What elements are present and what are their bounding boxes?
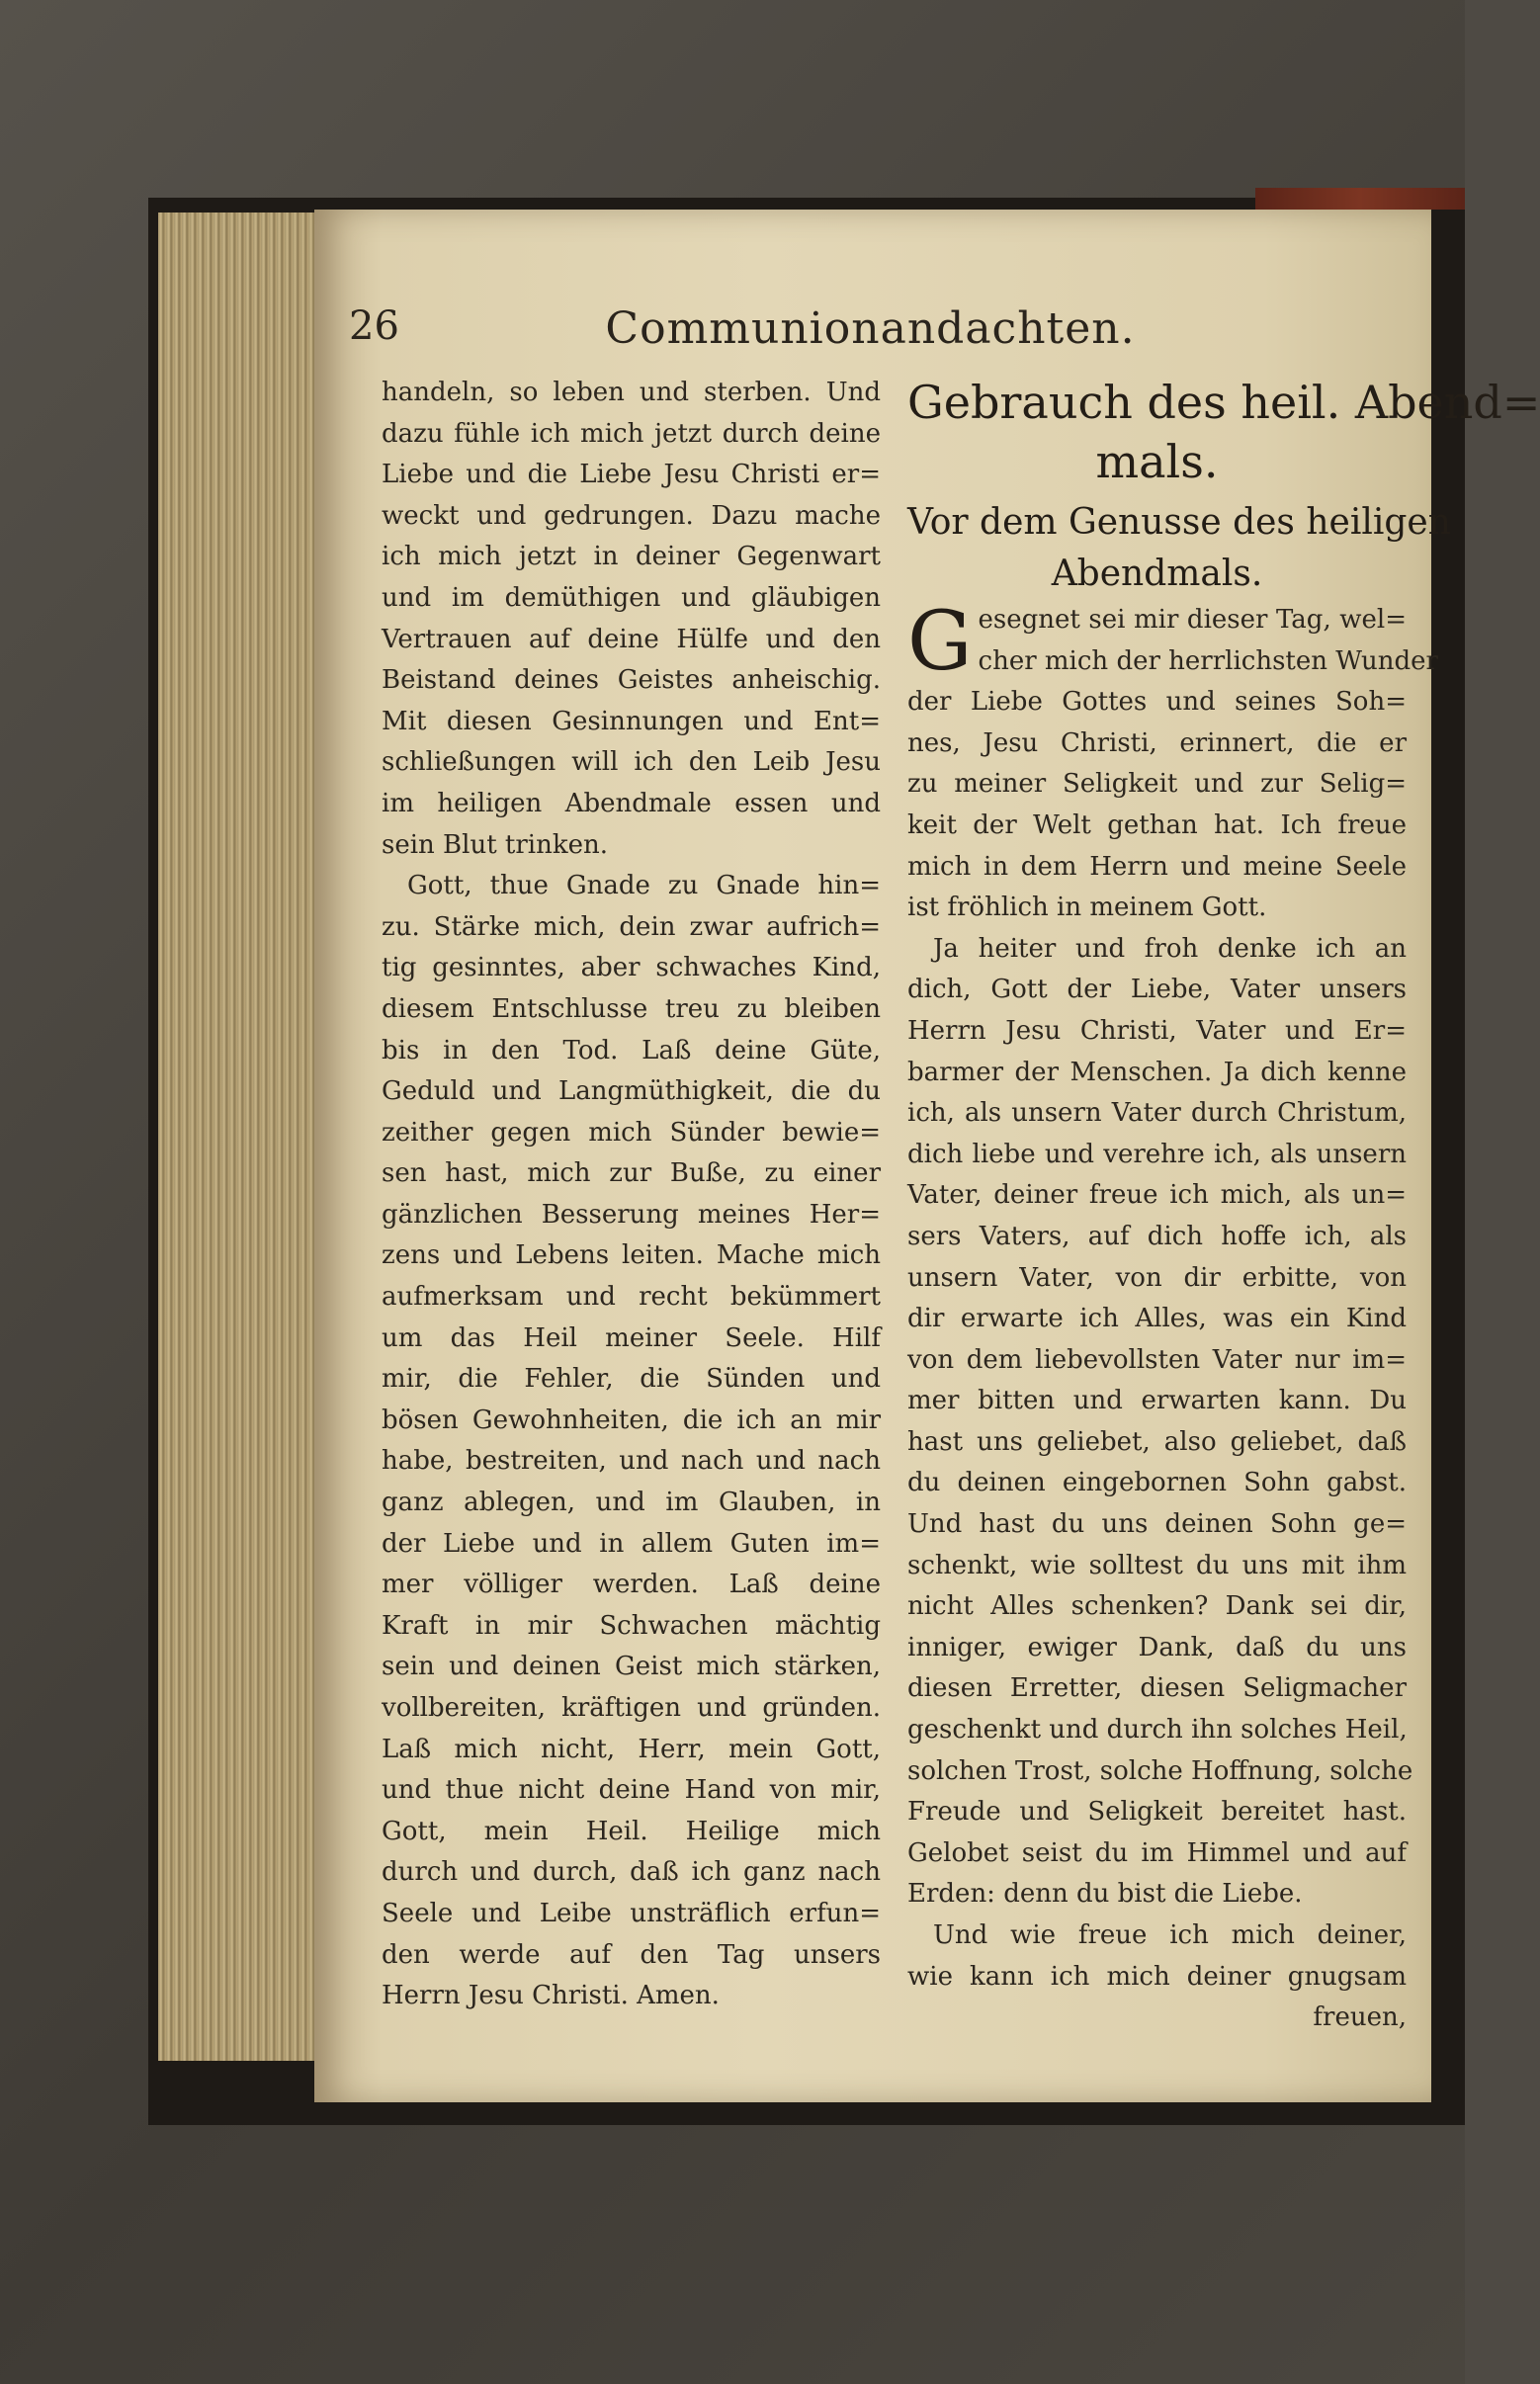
text-line: durch und durch, daß ich ganz nach	[382, 1857, 881, 1888]
text-line: esegnet sei mir dieser Tag, wel=	[978, 605, 1407, 635]
section-heading-continued: mals.	[1095, 435, 1219, 488]
text-line: dich, Gott der Liebe, Vater unsers	[907, 975, 1407, 1005]
text-line: geschenkt und durch ihn solches Heil,	[907, 1715, 1408, 1745]
right-column	[907, 373, 1540, 2039]
text-line: vollbereiten, kräftigen und gründen.	[382, 1693, 881, 1723]
text-line: nicht Alles schenken? Dank sei dir,	[907, 1591, 1407, 1622]
text-line: mer bitten und erwarten kann. Du	[907, 1386, 1407, 1416]
text-line: diesem Entschlusse treu zu bleiben	[382, 993, 881, 1024]
text-line: Vertrauen auf deine Hülfe und den	[382, 624, 881, 654]
text-line: und thue nicht deine Hand von mir,	[382, 1775, 881, 1806]
text-line: ich, als unsern Vater durch Christum,	[907, 1098, 1407, 1129]
page-edge-stack	[158, 213, 318, 2061]
text-line: hast uns geliebet, also geliebet, daß	[907, 1426, 1407, 1457]
text-line: mich in dem Herrn und meine Seele	[907, 851, 1407, 882]
subsection-heading: Vor dem Genusse des heiligen	[907, 502, 1451, 543]
page-header	[349, 303, 1392, 363]
text-line: der Liebe und in allem Guten im=	[382, 1528, 881, 1559]
text-line: Ja heiter und froh denke ich an	[933, 933, 1407, 964]
text-line: Und wie freue ich mich deiner,	[933, 1920, 1407, 1950]
text-line: Freude und Seligkeit bereitet hast.	[907, 1797, 1407, 1828]
section-heading: Gebrauch des heil. Abend=	[907, 376, 1540, 429]
text-line: sen hast, mich zur Buße, zu einer	[382, 1158, 881, 1189]
text-line: inniger, ewiger Dank, daß du uns	[907, 1632, 1407, 1662]
text-line: mer völliger werden. Laß deine	[382, 1570, 881, 1600]
text-line: dich liebe und verehre ich, als unsern	[907, 1139, 1407, 1169]
subsection-heading-continued: Abendmals.	[1051, 553, 1263, 594]
text-line: von dem liebevollsten Vater nur im=	[907, 1344, 1407, 1375]
text-line: Kraft in mir Schwachen mächtig	[382, 1610, 881, 1641]
text-line: der Liebe Gottes und seines Soh=	[907, 687, 1407, 718]
book-page	[314, 210, 1540, 2102]
text-line: solchen Trost, solche Hoffnung, solche	[907, 1755, 1413, 1786]
text-line: ich mich jetzt in deiner Gegenwart	[382, 542, 881, 572]
text-line: sein Blut trinken.	[382, 829, 609, 860]
text-line: Gott, thue Gnade zu Gnade hin=	[407, 871, 881, 901]
text-line: Seele und Leibe unsträflich erfun=	[382, 1898, 881, 1928]
page-number: 26	[349, 303, 399, 349]
text-line: Mit diesen Gesinnungen und Ent=	[382, 706, 881, 736]
text-line: zu meiner Seligkeit und zur Selig=	[907, 769, 1407, 800]
text-line: schließungen will ich den Leib Jesu	[382, 747, 881, 778]
text-line: aufmerksam und recht bekümmert	[382, 1282, 881, 1313]
text-line: sein und deinen Geist mich stärken,	[382, 1652, 881, 1682]
text-line: zu. Stärke mich, dein zwar aufrich=	[382, 911, 881, 942]
text-line: um das Heil meiner Seele. Hilf	[382, 1322, 881, 1353]
text-line: Vater, deiner freue ich mich, als un=	[907, 1180, 1407, 1211]
text-line: gänzlichen Besserung meines Her=	[382, 1199, 881, 1230]
text-line: den werde auf den Tag unsers	[382, 1939, 881, 1970]
cover-leather-edge	[1255, 188, 1465, 210]
text-line: zeither gegen mich Sünder bewie=	[382, 1117, 881, 1148]
text-line: Gott, mein Heil. Heilige mich	[382, 1816, 881, 1846]
text-line: bösen Gewohnheiten, die ich an mir	[382, 1405, 881, 1435]
text-line: dazu fühle ich mich jetzt durch deine	[382, 418, 881, 449]
text-line: Laß mich nicht, Herr, mein Gott,	[382, 1734, 881, 1764]
catchword: freuen,	[1313, 2002, 1407, 2033]
text-line: Erden: denn du bist die Liebe.	[907, 1879, 1303, 1910]
text-line: keit der Welt gethan hat. Ich freue	[907, 809, 1407, 840]
text-line: cher mich der herrlichsten Wunder	[978, 645, 1438, 676]
text-line: handeln, so leben und sterben. Und	[382, 378, 881, 407]
left-column	[382, 373, 881, 2017]
running-title: Communionandachten.	[605, 303, 1136, 354]
text-line: sers Vaters, auf dich hoffe ich, als	[907, 1221, 1407, 1251]
text-line: wie kann ich mich deiner gnugsam	[907, 1961, 1407, 1992]
text-line: im heiligen Abendmale essen und	[382, 788, 881, 818]
text-line: nes, Jesu Christi, erinnert, die er	[907, 727, 1407, 758]
text-line: unsern Vater, von dir erbitte, von	[907, 1262, 1407, 1293]
text-line: diesen Erretter, diesen Seligmacher	[907, 1673, 1407, 1704]
text-line: Geduld und Langmüthigkeit, die du	[382, 1076, 881, 1107]
text-line: bis in den Tod. Laß deine Güte,	[382, 1035, 881, 1065]
text-line: und im demüthigen und gläubigen	[382, 582, 881, 613]
text-line: mir, die Fehler, die Sünden und	[382, 1364, 881, 1395]
text-line: tig gesinntes, aber schwaches Kind,	[382, 953, 881, 983]
text-line: zens und Lebens leiten. Mache mich	[382, 1240, 881, 1271]
text-line: Liebe und die Liebe Jesu Christi er=	[382, 460, 881, 490]
text-line: weckt und gedrungen. Dazu mache	[382, 500, 881, 531]
drop-cap-paragraph	[907, 595, 1438, 689]
drop-cap: G	[907, 595, 973, 689]
text-line: ganz ablegen, und im Glauben, in	[382, 1488, 881, 1518]
text-line: Herrn Jesu Christi, Vater und Er=	[907, 1015, 1407, 1046]
text-line: schenkt, wie solltest du uns mit ihm	[907, 1550, 1407, 1580]
text-line: Beistand deines Geistes anheischig.	[382, 665, 881, 696]
text-line: Und hast du uns deinen Sohn ge=	[907, 1509, 1407, 1540]
text-line: dir erwarte ich Alles, was ein Kind	[907, 1304, 1407, 1334]
text-line: du deinen eingebornen Sohn gabst.	[907, 1468, 1407, 1498]
text-line: ist fröhlich in meinem Gott.	[907, 893, 1267, 923]
text-line: Herrn Jesu Christi. Amen.	[382, 1981, 720, 2011]
text-line: Gelobet seist du im Himmel und auf	[907, 1837, 1407, 1868]
text-line: barmer der Menschen. Ja dich kenne	[907, 1057, 1407, 1087]
text-line: habe, bestreiten, und nach und nach	[382, 1446, 881, 1477]
